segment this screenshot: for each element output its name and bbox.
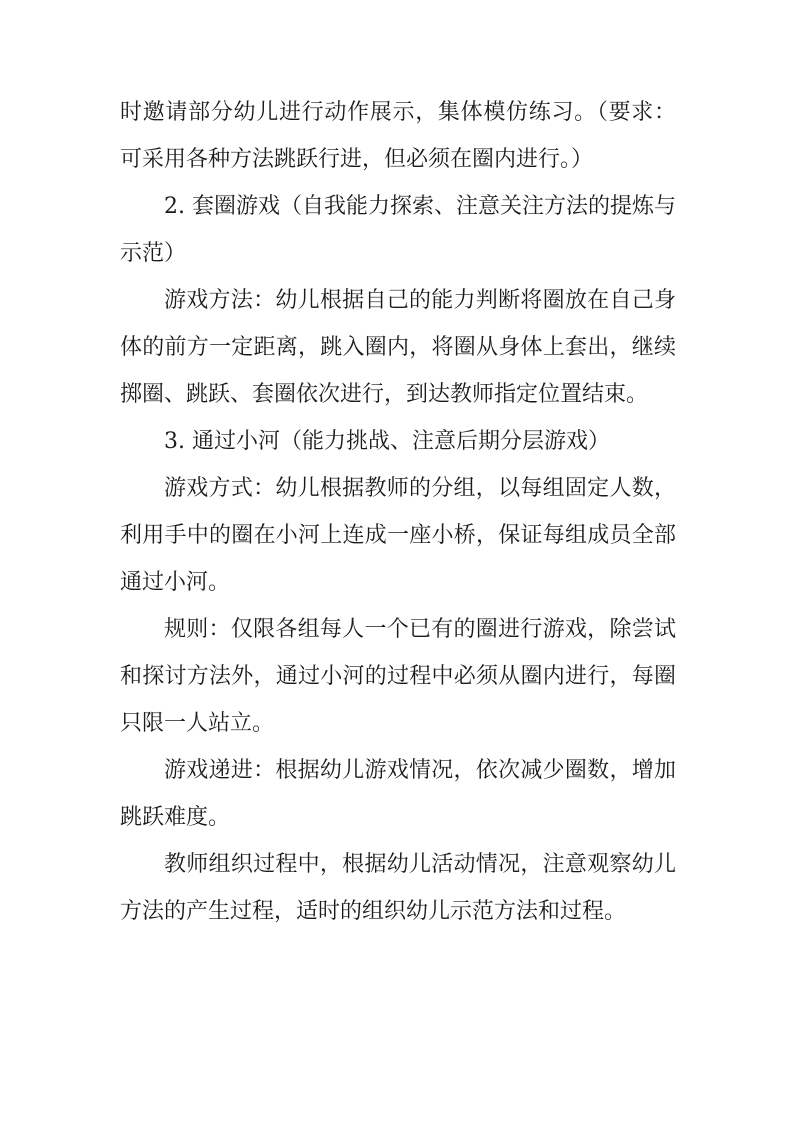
paragraph-continuation: 时邀请部分幼儿进行动作展示，集体模仿练习。（要求：可采用各种方法跳跃行进，但必须在圈内进行。） <box>120 100 676 172</box>
paragraph-teacher-guidance: 教师组织过程中，根据幼儿活动情况，注意观察幼儿方法的产生过程，适时的组织幼儿示范方法和过程。 <box>120 852 676 924</box>
document-body <box>120 89 676 935</box>
paragraph-cross-river-method: 游戏方式：幼儿根据教师的分组，以每组固定人数，利用手中的圈在小河上连成一座小桥，保证每组成员全部通过小河。 <box>120 476 676 595</box>
section-heading-cross-river: 3. 通过小河（能力挑战、注意后期分层游戏） <box>164 429 610 454</box>
paragraph-progression: 游戏递进：根据幼儿游戏情况，依次减少圈数，增加跳跃难度。 <box>120 758 676 830</box>
paragraph-rules: 规则：仅限各组每人一个已有的圈进行游戏，除尝试和探讨方法外，通过小河的过程中必须从圈内进行，每圈只限一人站立。 <box>120 617 676 736</box>
section-heading-hoop-game: 2. 套圈游戏（自我能力探索、注意关注方法的提炼与示范） <box>120 194 676 266</box>
paragraph-hoop-game-method: 游戏方法：幼儿根据自己的能力判断将圈放在自己身体的前方一定距离，跳入圈内，将圈从身体上套出，继续掷圈、跳跃、套圈依次进行，到达教师指定位置结束。 <box>120 288 676 407</box>
